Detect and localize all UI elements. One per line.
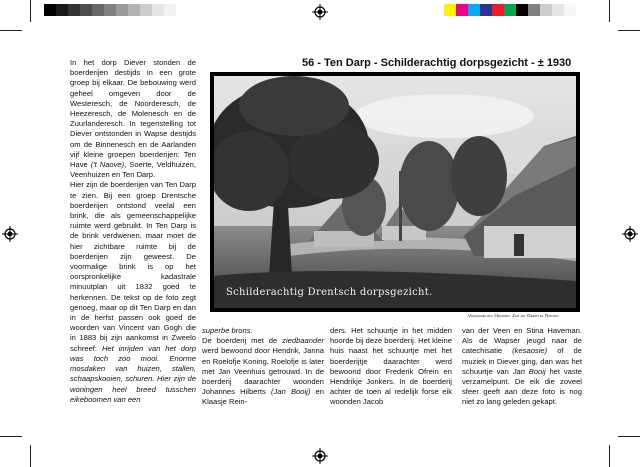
color-swatch: [516, 4, 528, 16]
color-swatch: [492, 4, 504, 16]
color-swatch: [44, 4, 56, 16]
color-swatch: [540, 4, 552, 16]
color-swatch: [444, 4, 456, 16]
color-swatch: [80, 4, 92, 16]
color-swatch: [456, 4, 468, 16]
color-swatch: [552, 4, 564, 16]
text-column-3: [330, 326, 452, 408]
color-swatch: [92, 4, 104, 16]
color-swatch: [528, 4, 540, 16]
crop-mark: [0, 30, 22, 31]
crop-mark: [30, 0, 31, 22]
color-swatch: [152, 4, 164, 16]
paragraph: Hier zijn de boerderijen van Ten Darp te zien. Bij een groep Drentsche boerderijen ontstond veelal een brink, die als gemeenschappelijke ruimte werd gebruikt. In Ten Darp is de brink verdwenen, maar moet de hier zichtbare ruimte bij de boerderijen zijn geweest. De voormalige brink is op het oorspronkelijke kadastrale minuutplan uit 1832 goed te herkennen. De tekst op de foto zegt genoeg, maar op dit Ten Darp en dan in de herfst passen ook goed de woorden van Vincent van Gogh die in 1883 bij zijn aankomst in Zweelo schreef: Het inrijden van het dorp was toch zoo mooi. Enorme mosdaken van huizen, stallen, schaapskooien, schuren. Hier zijn de woningen heel breed tusschen eikeboomen van een: [70, 180, 196, 404]
color-swatch: [104, 4, 116, 16]
color-swatch: [128, 4, 140, 16]
photo-caption: Schilderachtig Drentsch dorpsgezicht.: [226, 287, 433, 298]
registration-mark-icon: [312, 448, 328, 464]
crop-mark: [618, 30, 640, 31]
text-column-left: [70, 58, 196, 405]
photo-frame: [210, 72, 580, 312]
cmyk-color-bar: [444, 4, 576, 16]
color-swatch: [56, 4, 68, 16]
text-column-2: [202, 326, 324, 408]
paragraph: superbe brons.: [202, 326, 253, 335]
registration-mark-icon: [312, 4, 328, 20]
photo-credit: Verzameling Hendrik Jan en Geertje Nooro: [468, 314, 559, 319]
color-swatch: [468, 4, 480, 16]
color-swatch: [504, 4, 516, 16]
paragraph: In het dorp Diever stonden de boerderijen destijds in een grote groep bij elkaar. De bebouwing werd geheel omgeven door de Westeresch, de Noorderesch, de Heezeresch, de Molenesch en de Zuurlanderesch. In tegenstelling tot Diever ontstonden in Wapse destijds om de Binnenesch en de Aarlanden vijf kleine groepen boerderijen: Ten Have ('t Naove), Soerte, Veldhuizen, Veenhuizen en Ten Darp.: [70, 58, 196, 180]
color-swatch: [68, 4, 80, 16]
color-swatch: [140, 4, 152, 16]
village-photo: [214, 76, 576, 308]
color-swatch: [564, 4, 576, 16]
crop-mark: [0, 436, 22, 437]
page-title: 56 - Ten Darp - Schilderachtig dorpsgezicht - ± 1930: [302, 57, 572, 69]
grayscale-color-bar: [44, 4, 176, 16]
crop-mark: [30, 445, 31, 467]
color-swatch: [480, 4, 492, 16]
paragraph: van der Veen en Stina Haveman. Als de Wapser jeugd naar de catechisatie (kesaosie) of de muziek in Diever ging, dan was het schuurtje van Jan Booij het vaste verzamelpunt. De eik die zoveel sfeer geeft aan deze foto is nog niet zo lang geleden gekapt.: [462, 326, 582, 407]
text-column-4: [462, 326, 582, 408]
crop-mark: [609, 0, 610, 22]
photo-illustration: [214, 76, 576, 308]
crop-mark: [609, 445, 610, 467]
crop-mark: [618, 436, 640, 437]
color-swatch: [164, 4, 176, 16]
registration-mark-icon: [2, 226, 18, 242]
color-swatch: [116, 4, 128, 16]
paragraph: ders. Het schuurtje in het midden hoorde bij deze boerderij. Het kleine huis naast het schuurtje met het boerderijtje daarachter werd bewoond door Frederik Ofrein en Hendrikje Jonkers. In de boerderij achter de toen al redelijk forse eik woonden Jacob: [330, 326, 452, 407]
paragraph: De boerderij met de ziedbaander werd bewoond door Hendrik, Janna en Roelofje Koning. Roelofje is later met Jan Veenhuis getrouwd. In de boerderij daarachter woonden Johannes Hilberts (Jan Booij) en Klaasje Rein-: [202, 336, 324, 407]
registration-mark-icon: [622, 226, 638, 242]
